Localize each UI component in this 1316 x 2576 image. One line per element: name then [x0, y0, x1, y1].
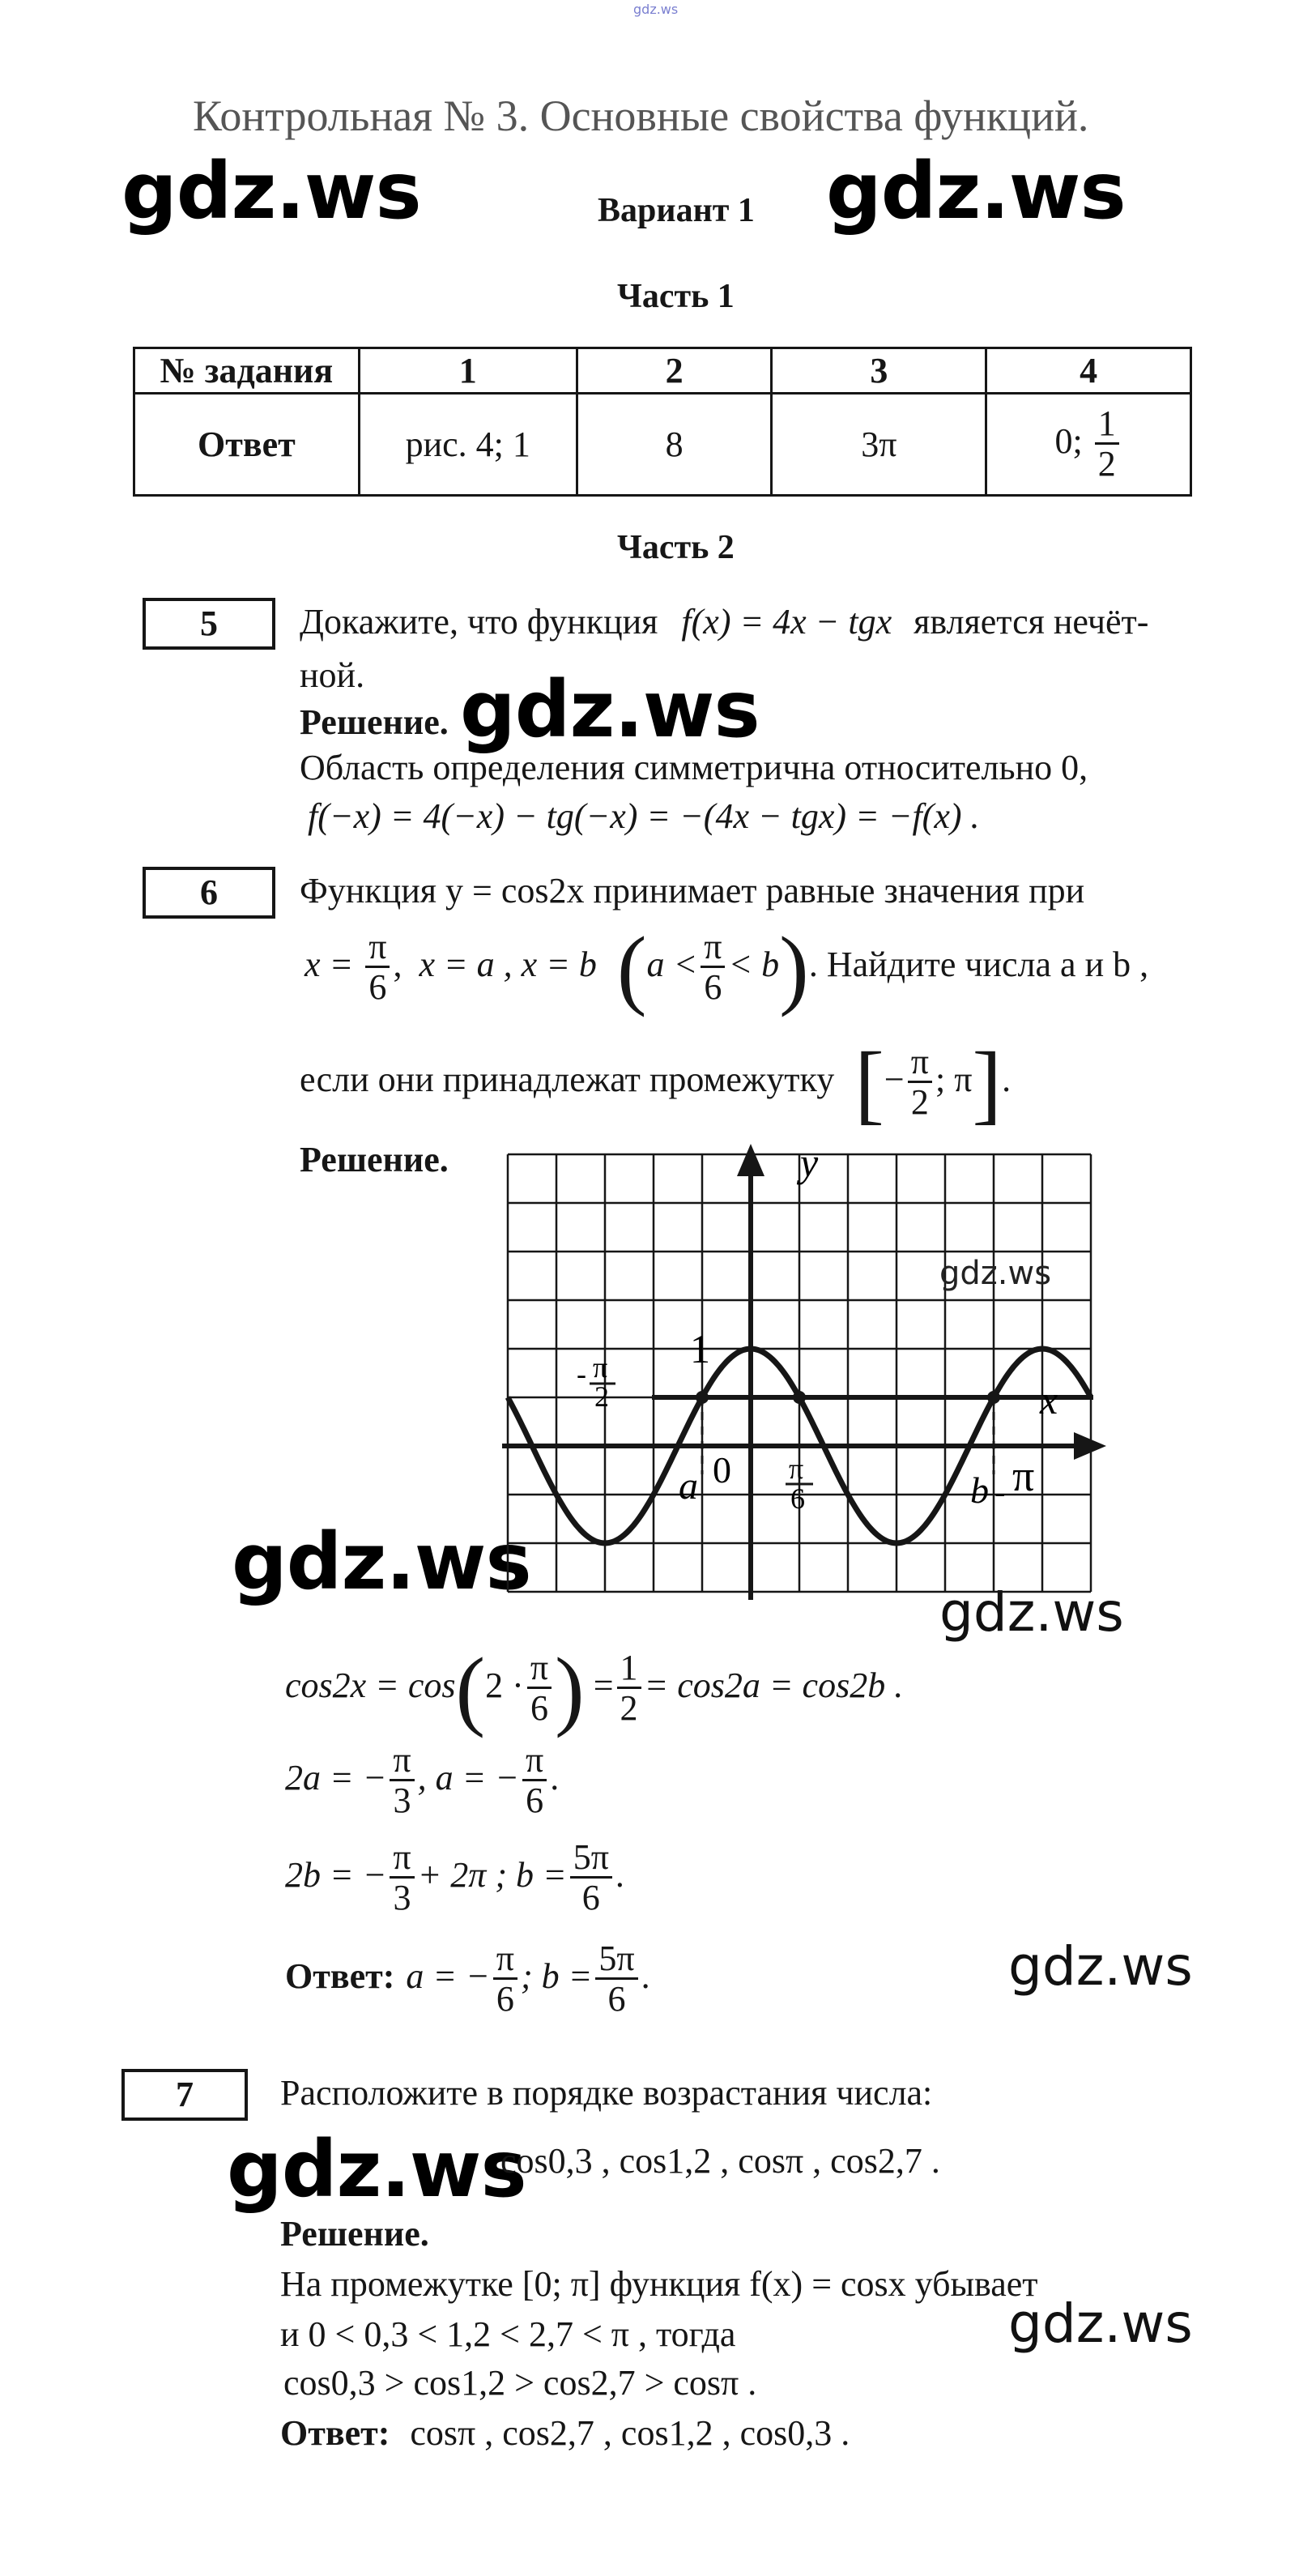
y-axis-label: y [800, 1140, 819, 1185]
answer-cell: 3π [772, 394, 986, 496]
table-header-label: № задания [134, 348, 360, 394]
watermark: gdz.ws [460, 664, 760, 755]
task5-line3: Область определения симметрична относительно 0, [300, 748, 1088, 787]
pi6-numerator: π [789, 1452, 804, 1485]
point-pi6 [793, 1391, 806, 1404]
watermark: gdz.ws [826, 146, 1126, 237]
pi-label: π [1012, 1452, 1035, 1500]
one-label: 1 [690, 1326, 710, 1371]
pi-over-6: $\frac{\pi}{6}$ [365, 928, 390, 1008]
task-number-cell: 4 [986, 348, 1191, 394]
svg-text:-: - [994, 1474, 1006, 1510]
top-mark: gdz.ws [633, 2, 679, 17]
task6-eq3: 2b = − $\frac{\pi}{3}$ + 2π ; b = $\frac{5\pi}{6}$ . [285, 1837, 624, 1918]
task6-answer: Ответ: a = − $\frac{\pi}{6}$ ; b = $\frac{5\pi}{6}$ . [285, 1938, 650, 2019]
watermark: gdz.ws [232, 1516, 531, 1607]
task6-line3: если они принадлежат промежутку [− $\frac{\pi}{2}$ ; π]. [300, 1034, 1011, 1132]
neg-pi2-denominator: 2 [594, 1380, 609, 1413]
task7-number: 7 [121, 2069, 248, 2121]
a-label: a [679, 1465, 698, 1508]
task6-solution-label: Решение. [300, 1140, 449, 1179]
answer-table [133, 347, 1192, 497]
task5-text: является нечёт- [914, 602, 1149, 642]
page-title: Контрольная № 3. Основные свойства функций. [193, 92, 1089, 140]
task7-line3: На промежутке [0; π] функция f(x) = cosx убывает [280, 2264, 1038, 2304]
task5-formula: f(−x) = 4(−x) − tg(−x) = −(4x − tgx) = −f(x) . [308, 796, 980, 836]
table-answer-label: Ответ [134, 394, 360, 496]
task5-line2: ной. [300, 655, 365, 695]
answer-cell: рис. 4; 1 [359, 394, 577, 496]
watermark: gdz.ws [939, 1581, 1124, 1644]
graph-watermark: gdz.ws [939, 1255, 1052, 1292]
cosine-graph [502, 1134, 1118, 1620]
task-number-cell: 2 [577, 348, 772, 394]
task7-line4: и 0 < 0,3 < 1,2 < 2,7 < π , тогда [280, 2314, 736, 2354]
watermark: gdz.ws [227, 2124, 526, 2215]
answer-cell [986, 394, 1191, 496]
variant-heading: Вариант 1 [598, 192, 755, 229]
y-axis [737, 1144, 764, 1600]
svg-text:-: - [577, 1358, 586, 1390]
neg-pi2-numerator: π [593, 1351, 608, 1384]
task7-line1: Расположите в порядке возрастания числа: [280, 2073, 933, 2113]
b-label: b [970, 1469, 989, 1511]
answer4-fraction [1095, 405, 1119, 484]
task6-text: . Найдите числа a и b , [808, 945, 1149, 985]
fraction-denominator: 2 [1097, 443, 1116, 484]
answer-cell: 8 [577, 394, 772, 496]
watermark: gdz.ws [121, 146, 421, 237]
task7-answer: Ответ: cosπ , cos2,7 , cos1,2 , cos0,3 . [280, 2413, 850, 2453]
task6-line1: Функция y = cos2x принимает равные значения при [300, 871, 1085, 911]
pi6-denominator: 6 [790, 1482, 805, 1515]
task6-eq1: cos2x = cos(2 · $\frac{\pi}{6}$ ) = $\frac{1}{2}$ = cos2a = cos2b . [285, 1640, 904, 1738]
task7-line5: cos0,3 > cos1,2 > cos2,7 > cosπ . [283, 2363, 757, 2403]
task5-solution-label: Решение. [300, 702, 449, 742]
task6-eq2: 2a = − $\frac{\pi}{3}$ , a = − $\frac{\pi}{6}$ . [285, 1740, 560, 1821]
task5-number: 5 [143, 598, 275, 650]
task-number-cell: 1 [359, 348, 577, 394]
task5-text: Докажите, что функция [300, 602, 658, 642]
part2-heading: Часть 2 [617, 529, 735, 566]
task7-solution-label: Решение. [280, 2214, 429, 2254]
task6-number: 6 [143, 867, 275, 919]
zero-label: 0 [713, 1449, 731, 1491]
watermark: gdz.ws [1008, 1935, 1193, 1998]
answer4-prefix: 0; [1054, 420, 1083, 461]
task-number-cell: 3 [772, 348, 986, 394]
part1-heading: Часть 1 [617, 278, 735, 315]
task5-function: f(x) = 4x − tgx [681, 602, 892, 642]
task5-line1 [300, 599, 1148, 644]
x-axis-label: x [1040, 1377, 1058, 1422]
watermark: gdz.ws [1008, 2292, 1193, 2355]
task7-line2: cos0,3 , cos1,2 , cosπ , cos2,7 . [500, 2141, 940, 2181]
task6-text: если они принадлежат промежутку [300, 1060, 835, 1100]
fraction-numerator: 1 [1095, 405, 1119, 445]
task6-line2: x = $\frac{\pi}{6}$ , x = a , x = b (a < $\frac{\pi}{6}$ < b). Найдите числа a и b , [305, 919, 1149, 1017]
